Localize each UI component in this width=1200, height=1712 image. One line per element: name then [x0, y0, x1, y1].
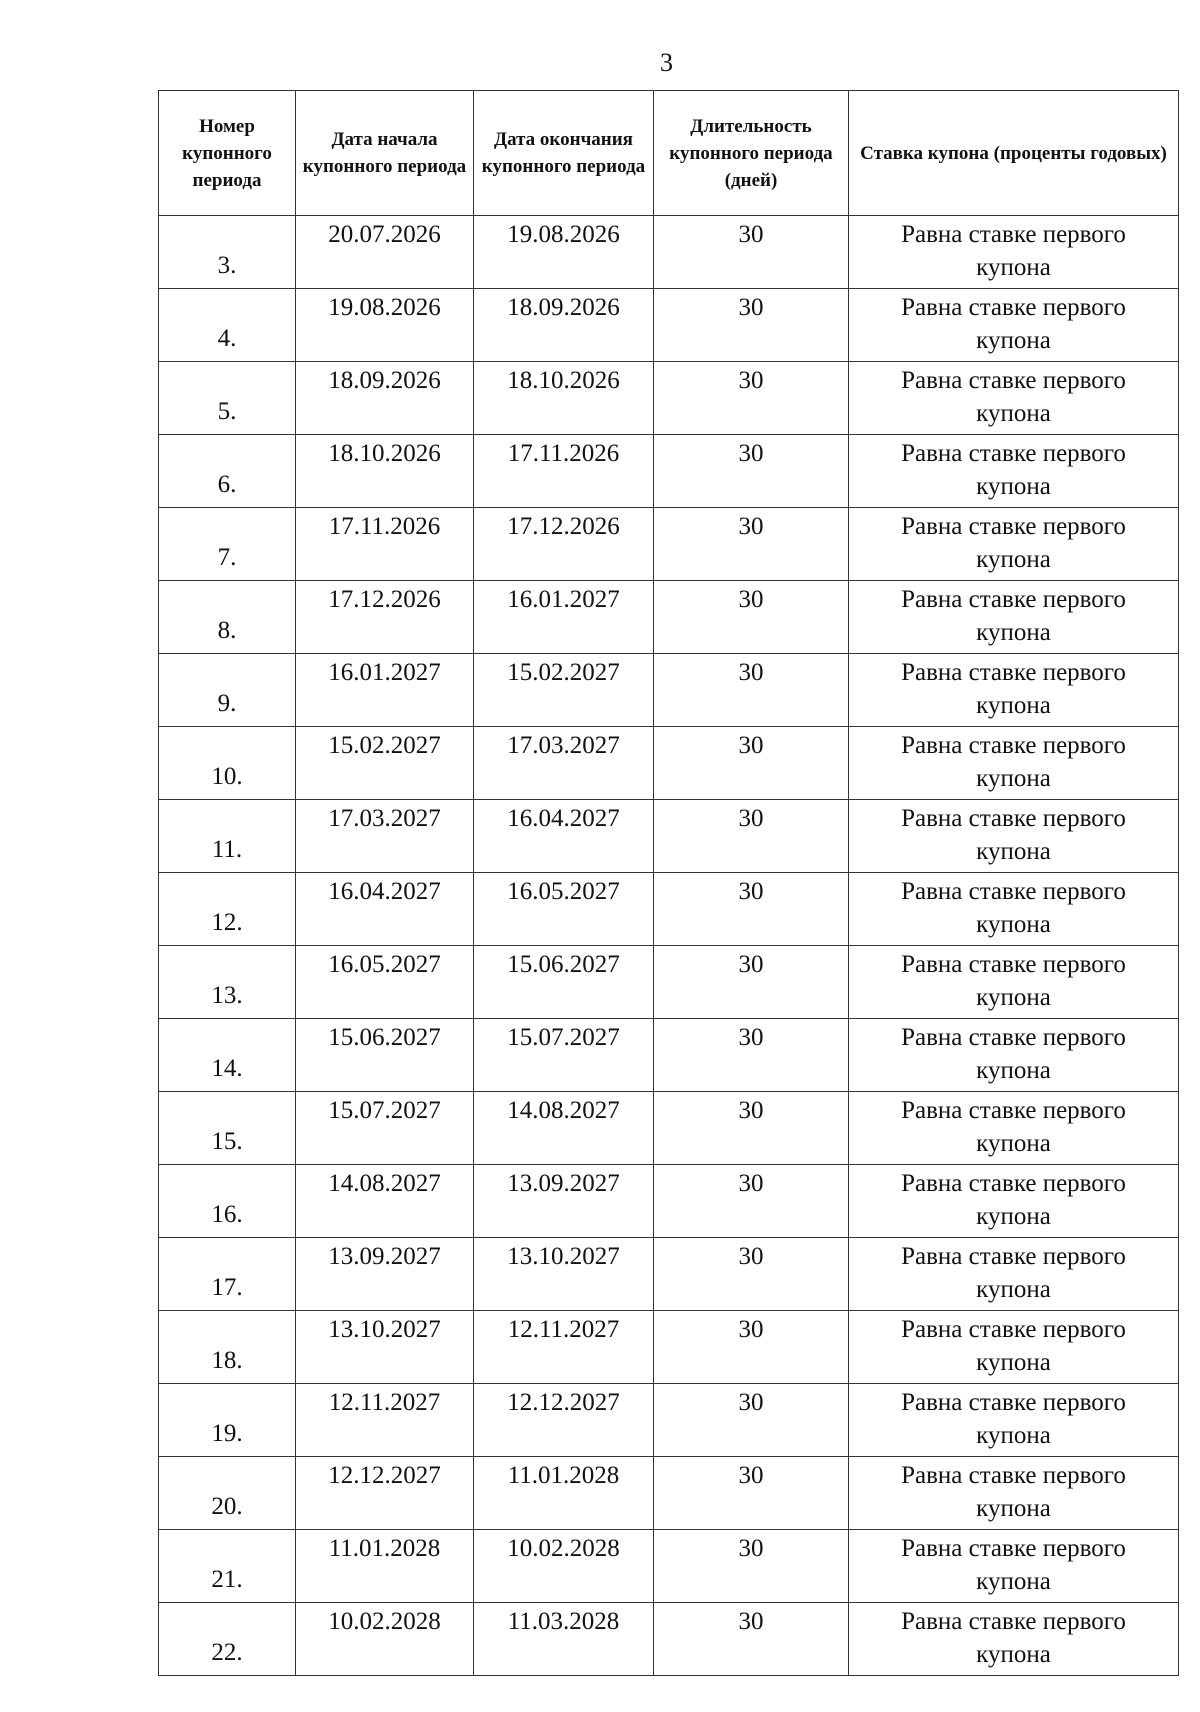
cell-coupon-number: 4. — [159, 289, 296, 362]
coupon-rate-text: Равна ставке первого купона — [901, 513, 1126, 573]
cell-start-date: 16.01.2027 — [296, 654, 474, 727]
coupon-rate-text: Равна ставке первого купона — [901, 1535, 1126, 1595]
table-row — [159, 581, 1179, 654]
coupon-schedule-table — [158, 90, 1179, 1676]
cell-duration-days: 30 — [654, 1457, 849, 1530]
cell-coupon-number: 3. — [159, 216, 296, 289]
cell-duration-days: 30 — [654, 1238, 849, 1311]
table-row — [159, 1457, 1179, 1530]
cell-duration-days: 30 — [654, 946, 849, 1019]
cell-coupon-rate — [849, 1603, 1179, 1676]
cell-start-date: 10.02.2028 — [296, 1603, 474, 1676]
cell-coupon-rate — [849, 1384, 1179, 1457]
cell-start-date: 16.05.2027 — [296, 946, 474, 1019]
cell-end-date: 11.03.2028 — [474, 1603, 654, 1676]
table-row — [159, 362, 1179, 435]
cell-start-date: 17.11.2026 — [296, 508, 474, 581]
cell-end-date: 11.01.2028 — [474, 1457, 654, 1530]
cell-coupon-rate — [849, 1165, 1179, 1238]
cell-start-date: 11.01.2028 — [296, 1530, 474, 1603]
cell-end-date: 17.11.2026 — [474, 435, 654, 508]
table-row — [159, 435, 1179, 508]
coupon-rate-text: Равна ставке первого купона — [901, 440, 1126, 500]
cell-coupon-number: 17. — [159, 1238, 296, 1311]
cell-duration-days: 30 — [654, 289, 849, 362]
cell-start-date: 14.08.2027 — [296, 1165, 474, 1238]
coupon-rate-text: Равна ставке первого купона — [901, 1170, 1126, 1230]
cell-end-date: 13.10.2027 — [474, 1238, 654, 1311]
cell-end-date: 19.08.2026 — [474, 216, 654, 289]
table-row — [159, 1384, 1179, 1457]
cell-end-date: 15.06.2027 — [474, 946, 654, 1019]
cell-coupon-number: 21. — [159, 1530, 296, 1603]
coupon-rate-text: Равна ставке первого купона — [901, 1243, 1126, 1303]
cell-coupon-rate — [849, 435, 1179, 508]
cell-coupon-number: 8. — [159, 581, 296, 654]
cell-coupon-rate — [849, 946, 1179, 1019]
cell-coupon-rate — [849, 654, 1179, 727]
cell-coupon-number: 20. — [159, 1457, 296, 1530]
cell-start-date: 19.08.2026 — [296, 289, 474, 362]
cell-coupon-number: 12. — [159, 873, 296, 946]
cell-start-date: 16.04.2027 — [296, 873, 474, 946]
cell-duration-days: 30 — [654, 1165, 849, 1238]
table-row — [159, 654, 1179, 727]
table-row — [159, 1603, 1179, 1676]
cell-duration-days: 30 — [654, 800, 849, 873]
cell-duration-days: 30 — [654, 1019, 849, 1092]
table-row — [159, 289, 1179, 362]
cell-start-date: 12.11.2027 — [296, 1384, 474, 1457]
cell-coupon-rate — [849, 216, 1179, 289]
cell-end-date: 16.04.2027 — [474, 800, 654, 873]
table-row — [159, 946, 1179, 1019]
cell-coupon-number: 19. — [159, 1384, 296, 1457]
cell-start-date: 12.12.2027 — [296, 1457, 474, 1530]
table-row — [159, 727, 1179, 800]
cell-coupon-number: 9. — [159, 654, 296, 727]
table-row — [159, 1530, 1179, 1603]
table-row — [159, 873, 1179, 946]
cell-duration-days: 30 — [654, 1603, 849, 1676]
cell-duration-days: 30 — [654, 1530, 849, 1603]
cell-coupon-rate — [849, 1457, 1179, 1530]
cell-coupon-number: 14. — [159, 1019, 296, 1092]
coupon-rate-text: Равна ставке первого купона — [901, 1608, 1126, 1668]
cell-end-date: 17.12.2026 — [474, 508, 654, 581]
cell-coupon-rate — [849, 581, 1179, 654]
coupon-rate-text: Равна ставке первого купона — [901, 1024, 1126, 1084]
cell-coupon-number: 15. — [159, 1092, 296, 1165]
cell-coupon-number: 22. — [159, 1603, 296, 1676]
cell-start-date: 13.09.2027 — [296, 1238, 474, 1311]
cell-coupon-number: 13. — [159, 946, 296, 1019]
coupon-rate-text: Равна ставке первого купона — [901, 1462, 1126, 1522]
cell-start-date: 13.10.2027 — [296, 1311, 474, 1384]
cell-coupon-rate — [849, 1530, 1179, 1603]
table-row — [159, 508, 1179, 581]
cell-end-date: 16.01.2027 — [474, 581, 654, 654]
table-row — [159, 1165, 1179, 1238]
cell-coupon-rate — [849, 800, 1179, 873]
cell-start-date: 17.03.2027 — [296, 800, 474, 873]
cell-duration-days: 30 — [654, 508, 849, 581]
cell-duration-days: 30 — [654, 581, 849, 654]
table-row — [159, 1019, 1179, 1092]
header-coupon-number: Номер купонного периода — [159, 91, 296, 216]
cell-coupon-rate — [849, 1311, 1179, 1384]
cell-coupon-number: 11. — [159, 800, 296, 873]
cell-coupon-rate — [849, 362, 1179, 435]
cell-coupon-rate — [849, 873, 1179, 946]
cell-start-date: 15.06.2027 — [296, 1019, 474, 1092]
cell-start-date: 15.07.2027 — [296, 1092, 474, 1165]
cell-start-date: 17.12.2026 — [296, 581, 474, 654]
coupon-rate-text: Равна ставке первого купона — [901, 951, 1126, 1011]
table-row — [159, 1311, 1179, 1384]
cell-end-date: 15.07.2027 — [474, 1019, 654, 1092]
cell-duration-days: 30 — [654, 1092, 849, 1165]
cell-duration-days: 30 — [654, 1384, 849, 1457]
cell-duration-days: 30 — [654, 362, 849, 435]
coupon-rate-text: Равна ставке первого купона — [901, 294, 1126, 354]
cell-duration-days: 30 — [654, 216, 849, 289]
coupon-rate-text: Равна ставке первого купона — [901, 221, 1126, 281]
cell-coupon-rate — [849, 1238, 1179, 1311]
header-start-date: Дата начала купонного периода — [296, 91, 474, 216]
cell-start-date: 18.10.2026 — [296, 435, 474, 508]
cell-end-date: 12.11.2027 — [474, 1311, 654, 1384]
cell-duration-days: 30 — [654, 435, 849, 508]
cell-coupon-number: 18. — [159, 1311, 296, 1384]
page-number: 3 — [660, 48, 673, 77]
cell-end-date: 18.10.2026 — [474, 362, 654, 435]
cell-duration-days: 30 — [654, 654, 849, 727]
cell-duration-days: 30 — [654, 727, 849, 800]
coupon-rate-text: Равна ставке первого купона — [901, 367, 1126, 427]
table-row — [159, 1238, 1179, 1311]
cell-duration-days: 30 — [654, 1311, 849, 1384]
cell-coupon-rate — [849, 1092, 1179, 1165]
coupon-rate-text: Равна ставке первого купона — [901, 1389, 1126, 1449]
cell-coupon-number: 6. — [159, 435, 296, 508]
table-header-row — [159, 91, 1179, 216]
cell-end-date: 14.08.2027 — [474, 1092, 654, 1165]
table-body — [159, 216, 1179, 1676]
cell-coupon-rate — [849, 289, 1179, 362]
table-row — [159, 1092, 1179, 1165]
cell-coupon-rate — [849, 1019, 1179, 1092]
cell-coupon-number: 16. — [159, 1165, 296, 1238]
coupon-rate-text: Равна ставке первого купона — [901, 1097, 1126, 1157]
cell-end-date: 10.02.2028 — [474, 1530, 654, 1603]
coupon-rate-text: Равна ставке первого купона — [901, 732, 1126, 792]
cell-coupon-rate — [849, 508, 1179, 581]
header-coupon-rate: Ставка купона (проценты годовых) — [849, 91, 1179, 216]
cell-end-date: 16.05.2027 — [474, 873, 654, 946]
cell-start-date: 18.09.2026 — [296, 362, 474, 435]
cell-duration-days: 30 — [654, 873, 849, 946]
header-end-date: Дата окончания купонного периода — [474, 91, 654, 216]
cell-end-date: 13.09.2027 — [474, 1165, 654, 1238]
coupon-rate-text: Равна ставке первого купона — [901, 805, 1126, 865]
table-row — [159, 216, 1179, 289]
cell-start-date: 20.07.2026 — [296, 216, 474, 289]
cell-coupon-number: 7. — [159, 508, 296, 581]
cell-end-date: 18.09.2026 — [474, 289, 654, 362]
cell-start-date: 15.02.2027 — [296, 727, 474, 800]
cell-coupon-number: 10. — [159, 727, 296, 800]
table-row — [159, 800, 1179, 873]
cell-end-date: 12.12.2027 — [474, 1384, 654, 1457]
coupon-rate-text: Равна ставке первого купона — [901, 878, 1126, 938]
coupon-rate-text: Равна ставке первого купона — [901, 659, 1126, 719]
cell-end-date: 15.02.2027 — [474, 654, 654, 727]
cell-coupon-number: 5. — [159, 362, 296, 435]
cell-end-date: 17.03.2027 — [474, 727, 654, 800]
coupon-rate-text: Равна ставке первого купона — [901, 586, 1126, 646]
header-duration-days: Длительность купонного периода (дней) — [654, 91, 849, 216]
coupon-rate-text: Равна ставке первого купона — [901, 1316, 1126, 1376]
cell-coupon-rate — [849, 727, 1179, 800]
